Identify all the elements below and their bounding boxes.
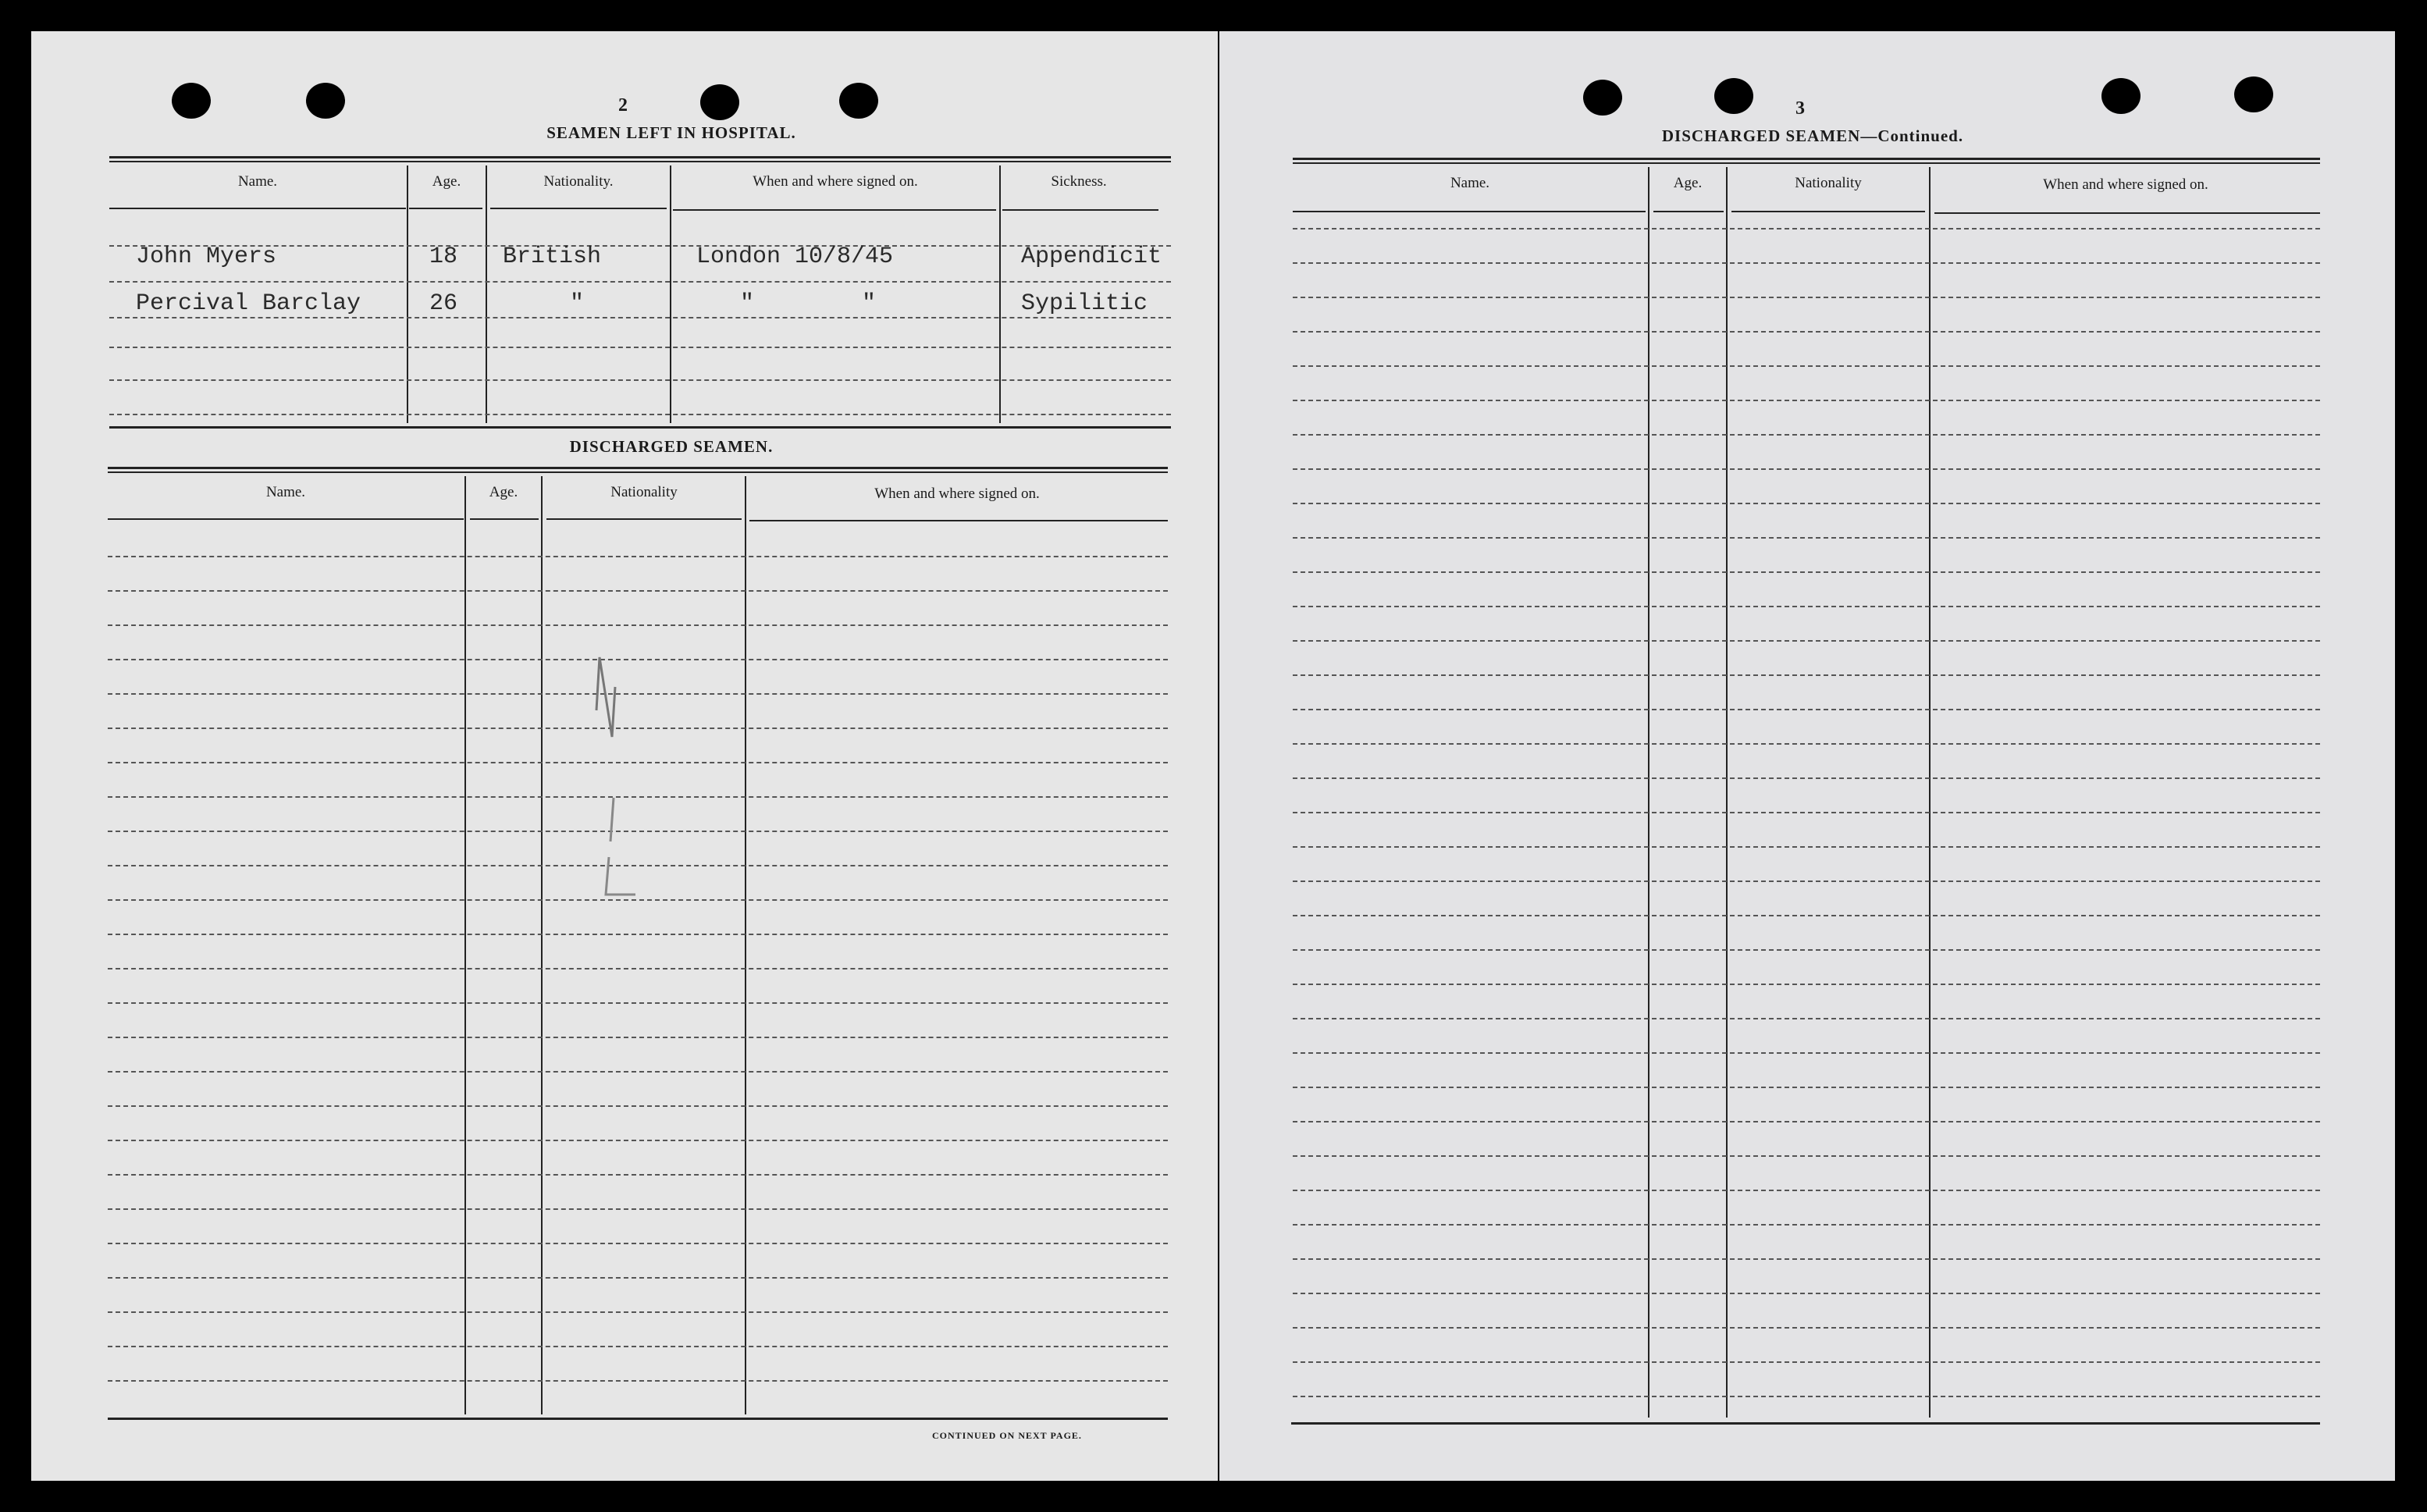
punch-hole-icon <box>2101 78 2141 114</box>
row-line <box>1293 434 2320 436</box>
header-rule <box>108 518 464 520</box>
header-rule <box>109 208 406 209</box>
punch-hole-icon <box>2234 76 2273 112</box>
header-nationality: Nationality <box>1795 175 1862 191</box>
row-line <box>1293 400 2320 401</box>
row-line <box>109 414 1171 415</box>
row-line <box>108 624 1168 626</box>
header-rule <box>546 518 742 520</box>
header-signed-on: When and where signed on. <box>874 486 1040 502</box>
row-line <box>108 1380 1168 1382</box>
hospital-name-cell: Percival Barclay <box>136 290 361 317</box>
column-divider <box>1929 167 1931 1418</box>
header-nationality: Nationality <box>610 484 678 500</box>
row-line <box>108 1346 1168 1347</box>
row-line <box>108 590 1168 592</box>
hospital-name-cell: John Myers <box>136 244 277 270</box>
punch-hole-icon <box>1714 78 1753 114</box>
row-line <box>1293 640 2320 642</box>
page-number: 3 <box>1795 98 1805 119</box>
row-line <box>1293 812 2320 813</box>
row-line <box>108 934 1168 935</box>
row-line <box>108 968 1168 969</box>
row-line <box>1293 1293 2320 1294</box>
row-line <box>1293 949 2320 951</box>
row-line <box>108 1002 1168 1004</box>
column-divider <box>486 165 487 423</box>
column-divider <box>464 476 466 1414</box>
row-line <box>1293 262 2320 264</box>
row-line <box>1293 571 2320 573</box>
hospital-age-cell: 18 <box>429 244 458 270</box>
row-line <box>1293 1087 2320 1088</box>
hospital-section-title: SEAMEN LEFT IN HOSPITAL. <box>546 123 796 142</box>
column-divider <box>670 165 671 423</box>
table-top-rule <box>109 156 1171 162</box>
column-divider <box>1648 167 1649 1418</box>
punch-hole-icon <box>1583 80 1622 116</box>
row-line <box>1293 1396 2320 1397</box>
column-divider <box>745 476 746 1414</box>
row-line <box>1293 846 2320 848</box>
row-line <box>1293 365 2320 367</box>
column-divider <box>1726 167 1728 1418</box>
discharged-section-title: DISCHARGED SEAMEN. <box>569 437 774 456</box>
header-age: Age. <box>489 484 518 500</box>
hospital-sickness-cell: Appendicit <box>1021 244 1162 270</box>
row-line <box>1293 606 2320 607</box>
punch-hole-icon <box>839 83 878 119</box>
row-line <box>108 1174 1168 1176</box>
table-bottom-rule <box>109 426 1171 429</box>
row-line <box>1293 331 2320 333</box>
row-line <box>108 1037 1168 1038</box>
row-line <box>108 1311 1168 1313</box>
row-line <box>109 317 1171 318</box>
header-signed-on: When and where signed on. <box>2043 176 2208 193</box>
header-age: Age. <box>1673 175 1703 191</box>
row-line <box>1293 1190 2320 1191</box>
row-line <box>1293 984 2320 985</box>
hospital-nationality-cell: British <box>503 244 602 270</box>
row-line <box>1293 743 2320 745</box>
header-rule <box>409 208 482 209</box>
table-top-rule <box>108 467 1168 473</box>
handwritten-note <box>31 31 32 32</box>
row-line <box>1293 1155 2320 1157</box>
hospital-nationality-cell: " <box>570 290 585 317</box>
row-line <box>1293 1258 2320 1260</box>
hospital-signed-on-cell: London 10/8/45 <box>696 244 894 270</box>
row-line <box>109 379 1171 381</box>
row-line <box>1293 674 2320 676</box>
row-line <box>1293 881 2320 882</box>
row-line <box>1293 1361 2320 1363</box>
table-top-rule <box>1293 158 2320 164</box>
punch-hole-icon <box>306 83 345 119</box>
handwritten-nil-mark <box>578 656 671 905</box>
row-line <box>1293 1052 2320 1054</box>
continued-footer: CONTINUED ON NEXT PAGE. <box>932 1430 1082 1441</box>
hospital-age-cell: 26 <box>429 290 458 317</box>
row-line <box>108 556 1168 557</box>
row-line <box>1293 709 2320 710</box>
discharged-continued-title <box>1578 126 2047 146</box>
header-rule <box>1731 211 1925 212</box>
row-line <box>108 1105 1168 1107</box>
header-age: Age. <box>432 173 461 190</box>
page-number: 2 <box>618 95 628 116</box>
column-divider <box>999 165 1001 423</box>
row-line <box>108 1140 1168 1141</box>
row-line <box>108 1277 1168 1279</box>
row-line <box>1293 228 2320 229</box>
row-line <box>1293 1121 2320 1122</box>
header-nationality: Nationality. <box>543 173 614 190</box>
row-line <box>1293 777 2320 779</box>
header-rule <box>1002 209 1158 211</box>
column-divider <box>541 476 543 1414</box>
header-rule <box>749 520 1168 521</box>
header-name: Name. <box>237 173 278 190</box>
row-line <box>1293 1018 2320 1019</box>
header-rule <box>470 518 539 520</box>
punch-hole-icon <box>700 84 739 120</box>
hospital-signed-on-place-cell: " <box>740 290 755 317</box>
header-rule <box>1293 211 1646 212</box>
header-name: Name. <box>265 484 306 500</box>
row-line <box>1293 468 2320 470</box>
header-sickness: Sickness. <box>1051 173 1107 190</box>
row-line <box>1293 297 2320 298</box>
row-line <box>109 281 1171 283</box>
header-name: Name. <box>1450 175 1490 191</box>
table-bottom-rule <box>108 1418 1168 1420</box>
hospital-signed-on-date-cell: " <box>862 290 877 317</box>
row-line <box>1293 1224 2320 1226</box>
row-line <box>1293 1327 2320 1329</box>
row-line <box>1293 537 2320 539</box>
row-line <box>1293 503 2320 504</box>
title-suffix: —Continued. <box>1860 126 1964 145</box>
row-line <box>109 347 1171 348</box>
header-signed-on: When and where signed on. <box>753 173 918 190</box>
title-text: DISCHARGED SEAMEN <box>1661 126 1861 145</box>
header-rule <box>490 208 667 209</box>
punch-hole-icon <box>172 83 211 119</box>
header-rule <box>1653 211 1724 212</box>
hospital-sickness-cell: Sypilitic <box>1021 290 1148 317</box>
row-line <box>108 1243 1168 1244</box>
header-rule <box>1934 212 2320 214</box>
table-bottom-rule <box>1291 1422 2320 1425</box>
right-page <box>1219 31 2395 1481</box>
header-rule <box>673 209 996 211</box>
row-line <box>108 1071 1168 1073</box>
left-page <box>31 31 1218 1481</box>
column-divider <box>407 165 408 423</box>
row-line <box>1293 915 2320 916</box>
row-line <box>108 1208 1168 1210</box>
